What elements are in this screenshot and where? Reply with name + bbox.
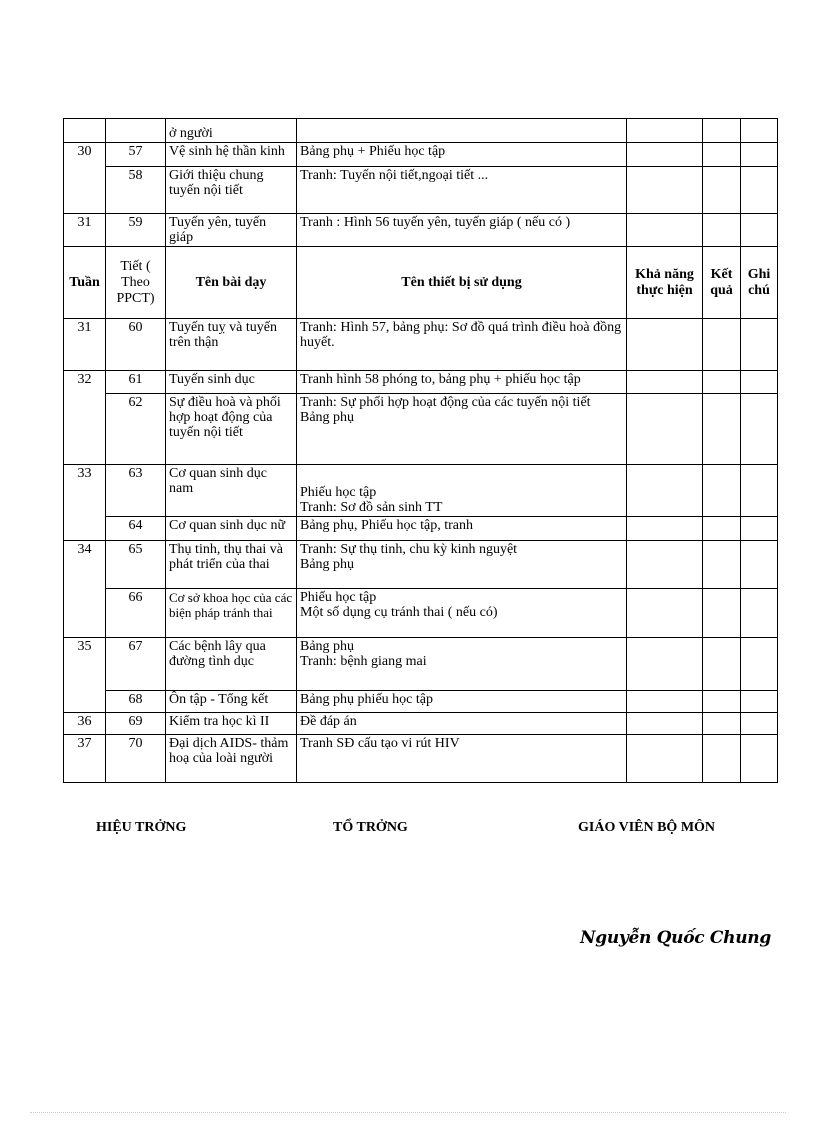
- header-week: Tuần: [64, 247, 106, 319]
- lesson-cell: Cơ quan sinh dục nữ: [166, 517, 297, 541]
- note-cell: [741, 638, 778, 691]
- note-cell: [741, 319, 778, 371]
- equipment-line: Phiếu học tập: [300, 485, 377, 500]
- equipment-cell: Bảng phụ + Phiếu học tập: [297, 143, 627, 167]
- result-cell: [703, 735, 741, 783]
- lesson-cell: ở người: [166, 119, 297, 143]
- period-cell: 60: [106, 319, 166, 371]
- equipment-line: Bảng phụ: [300, 639, 355, 654]
- equipment-cell: [297, 638, 627, 691]
- lesson-cell: Đại dịch AIDS- thảm hoạ của loài người: [166, 735, 297, 783]
- note-cell: [741, 465, 778, 517]
- equipment-cell: Bảng phụ, Phiếu học tập, tranh: [297, 517, 627, 541]
- table-row: [64, 371, 778, 394]
- equipment-line: Bảng phụ: [300, 557, 355, 572]
- department-head-signature-label: TỔ TRỞNG: [333, 820, 408, 835]
- result-cell: [703, 319, 741, 371]
- period-cell: [106, 119, 166, 143]
- feasibility-cell: [627, 517, 703, 541]
- table-row: [64, 517, 778, 541]
- result-cell: [703, 143, 741, 167]
- lesson-cell: Giới thiệu chung tuyến nội tiết: [166, 167, 297, 214]
- period-cell: 63: [106, 465, 166, 517]
- equipment-cell: [297, 465, 627, 517]
- header-feasibility: Khả năng thực hiện: [627, 247, 703, 319]
- note-cell: [741, 517, 778, 541]
- week-cell: 37: [64, 735, 106, 783]
- result-cell: [703, 713, 741, 735]
- result-cell: [703, 465, 741, 517]
- lesson-cell: Thụ tinh, thụ thai và phát triển của thai: [166, 541, 297, 589]
- period-cell: 68: [106, 691, 166, 713]
- equipment-cell: Tranh: Tuyến nội tiết,ngoại tiết ...: [297, 167, 627, 214]
- note-cell: [741, 371, 778, 394]
- table-row: [64, 589, 778, 638]
- equipment-cell: [297, 541, 627, 589]
- note-cell: [741, 394, 778, 465]
- feasibility-cell: [627, 319, 703, 371]
- equipment-line: Một số dụng cụ tránh thai ( nếu có): [300, 605, 498, 620]
- feasibility-cell: [627, 638, 703, 691]
- table-row: [64, 394, 778, 465]
- header-note: Ghi chú: [741, 247, 778, 319]
- result-cell: [703, 371, 741, 394]
- lesson-equipment-table: [63, 118, 778, 783]
- lesson-cell: Kiểm tra học kì II: [166, 713, 297, 735]
- result-cell: [703, 119, 741, 143]
- feasibility-cell: [627, 465, 703, 517]
- period-cell: 67: [106, 638, 166, 691]
- table-row: [64, 735, 778, 783]
- feasibility-cell: [627, 713, 703, 735]
- week-cell: 32: [64, 371, 106, 465]
- period-cell: 62: [106, 394, 166, 465]
- header-equipment: Tên thiết bị sử dụng: [297, 247, 627, 319]
- equipment-line: Tranh: Sơ đồ sản sinh TT: [300, 500, 443, 515]
- note-cell: [741, 691, 778, 713]
- table-row: [64, 541, 778, 589]
- equipment-cell: Tranh : Hình 56 tuyến yên, tuyến giáp ( nếu có ): [297, 214, 627, 247]
- feasibility-cell: [627, 394, 703, 465]
- lesson-cell: Tuyến sinh dục: [166, 371, 297, 394]
- table-header-row: [64, 247, 778, 319]
- principal-signature-label: HIỆU TRỞNG: [96, 820, 187, 835]
- lesson-cell: Sự điều hoà và phối hợp hoạt động của tuyến nội tiết: [166, 394, 297, 465]
- week-cell: 33: [64, 465, 106, 541]
- lesson-cell: Ôn tập - Tổng kết: [166, 691, 297, 713]
- note-cell: [741, 713, 778, 735]
- table-row: [64, 143, 778, 167]
- equipment-cell: Tranh SĐ cấu tạo vi rút HIV: [297, 735, 627, 783]
- table-row: [64, 319, 778, 371]
- result-cell: [703, 214, 741, 247]
- period-cell: 66: [106, 589, 166, 638]
- week-cell: 36: [64, 713, 106, 735]
- equipment-cell: Tranh hình 58 phóng to, bảng phụ + phiếu học tập: [297, 371, 627, 394]
- period-cell: 69: [106, 713, 166, 735]
- equipment-cell: Tranh: Hình 57, bảng phụ: Sơ đồ quá trình điều hoà đồng huyết.: [297, 319, 627, 371]
- result-cell: [703, 691, 741, 713]
- lesson-cell: Tuyến yên, tuyến giáp: [166, 214, 297, 247]
- equipment-cell: Bảng phụ phiếu học tập: [297, 691, 627, 713]
- note-cell: [741, 119, 778, 143]
- table-row: [64, 214, 778, 247]
- period-cell: 70: [106, 735, 166, 783]
- note-cell: [741, 589, 778, 638]
- table-row: [64, 638, 778, 691]
- feasibility-cell: [627, 371, 703, 394]
- feasibility-cell: [627, 589, 703, 638]
- period-cell: 58: [106, 167, 166, 214]
- table-row: [64, 465, 778, 517]
- equipment-cell: [297, 394, 627, 465]
- note-cell: [741, 735, 778, 783]
- teacher-signature-label: GIÁO VIÊN BỘ MÔN: [578, 820, 716, 835]
- feasibility-cell: [627, 167, 703, 214]
- table-row: [64, 167, 778, 214]
- result-cell: [703, 541, 741, 589]
- lesson-cell: Vệ sinh hệ thần kinh: [166, 143, 297, 167]
- week-cell: 34: [64, 541, 106, 638]
- equipment-line: Phiếu học tập: [300, 590, 377, 605]
- feasibility-cell: [627, 691, 703, 713]
- equipment-line: Bảng phụ: [300, 410, 355, 425]
- week-cell: 35: [64, 638, 106, 713]
- feasibility-cell: [627, 143, 703, 167]
- lesson-cell: Cơ sở khoa học của các biện pháp tránh thai: [166, 589, 297, 638]
- period-cell: 65: [106, 541, 166, 589]
- equipment-line: Tranh: Sự phối hợp hoạt động của các tuyến nội tiết: [300, 395, 591, 410]
- period-cell: 57: [106, 143, 166, 167]
- page-divider: [30, 1112, 786, 1113]
- header-period: Tiết ( Theo PPCT): [106, 247, 166, 319]
- table-row: [64, 713, 778, 735]
- header-lesson: Tên bài dạy: [166, 247, 297, 319]
- header-result: Kết quả: [703, 247, 741, 319]
- note-cell: [741, 214, 778, 247]
- equipment-cell: [297, 589, 627, 638]
- result-cell: [703, 638, 741, 691]
- equipment-line: Tranh: Sự thụ tinh, chu kỳ kinh nguyệt: [300, 542, 518, 557]
- teacher-signature-name: Nguyễn Quốc Chung: [580, 928, 771, 948]
- table-row: [64, 691, 778, 713]
- table-row: [64, 119, 778, 143]
- period-cell: 59: [106, 214, 166, 247]
- feasibility-cell: [627, 735, 703, 783]
- equipment-cell: [297, 119, 627, 143]
- note-cell: [741, 143, 778, 167]
- equipment-cell: Đề đáp án: [297, 713, 627, 735]
- lesson-cell: Các bệnh lây qua đường tình dục: [166, 638, 297, 691]
- period-cell: 64: [106, 517, 166, 541]
- week-cell: 30: [64, 143, 106, 214]
- result-cell: [703, 167, 741, 214]
- result-cell: [703, 589, 741, 638]
- week-cell: [64, 119, 106, 143]
- equipment-line: Tranh: bệnh giang mai: [300, 654, 427, 669]
- result-cell: [703, 517, 741, 541]
- result-cell: [703, 394, 741, 465]
- week-cell: 31: [64, 214, 106, 247]
- feasibility-cell: [627, 214, 703, 247]
- week-cell: 31: [64, 319, 106, 371]
- lesson-cell: Tuyến tuỵ và tuyến trên thận: [166, 319, 297, 371]
- feasibility-cell: [627, 541, 703, 589]
- feasibility-cell: [627, 119, 703, 143]
- note-cell: [741, 541, 778, 589]
- note-cell: [741, 167, 778, 214]
- period-cell: 61: [106, 371, 166, 394]
- lesson-cell: Cơ quan sinh dục nam: [166, 465, 297, 517]
